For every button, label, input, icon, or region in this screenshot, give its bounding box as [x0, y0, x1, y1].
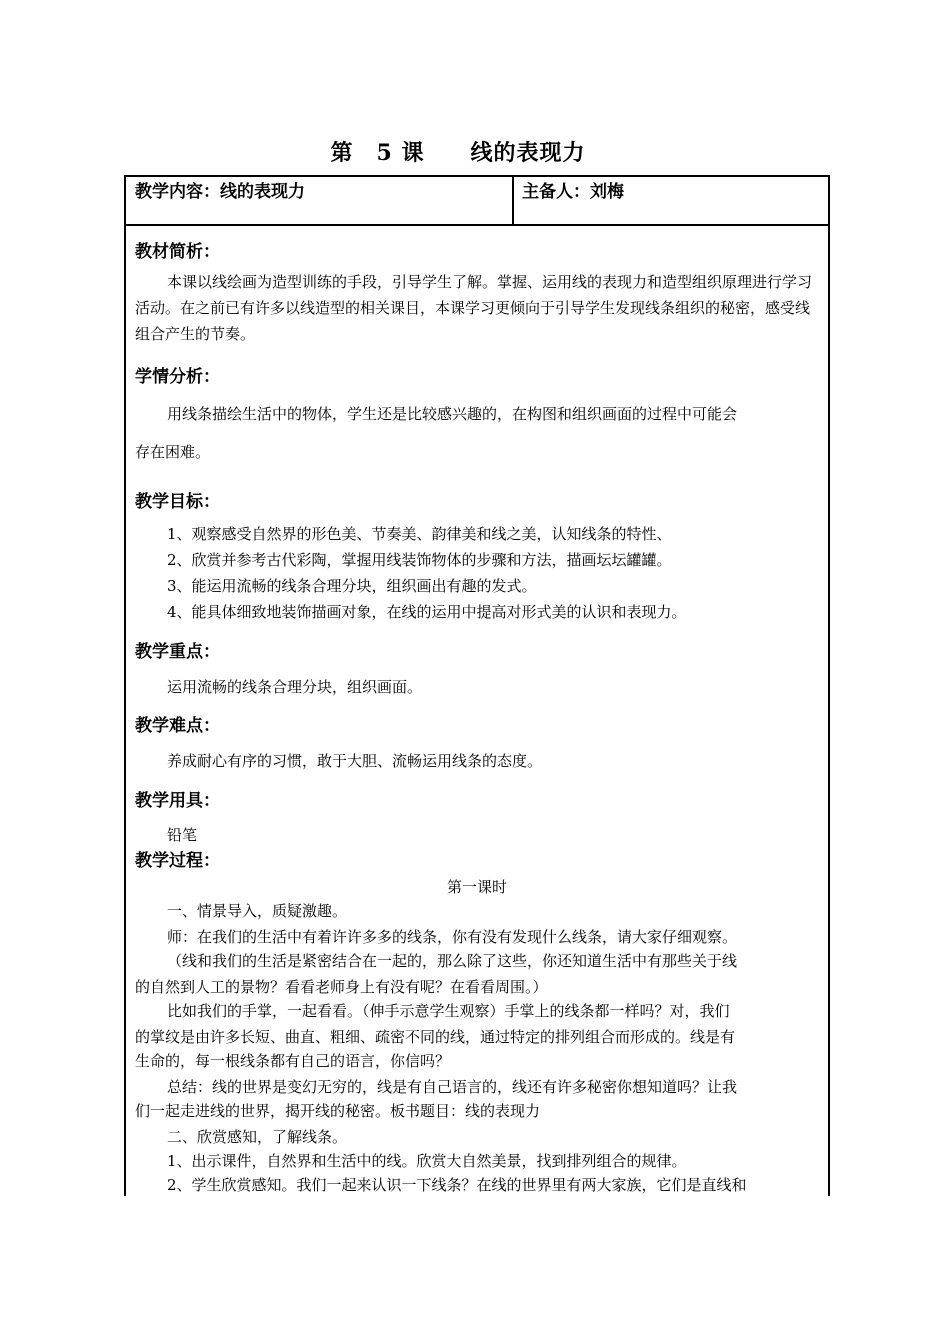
- goal-item: 4、能具体细致地装饰描画对象，在线的运用中提高对形式美的认识和表现力。: [167, 603, 687, 621]
- process-line: 生命的，每一根线条都有自己的语言，你信吗？: [135, 1052, 451, 1070]
- process-line: 1、出示课件，自然界和生活中的线。欣赏大自然美景，找到排列组合的规律。: [167, 1152, 687, 1170]
- goal-item: 3、能运用流畅的线条合理分块，组织画出有趣的发式。: [167, 577, 537, 595]
- table-header-row: [126, 177, 828, 226]
- student-analysis-line: 存在困难。: [135, 443, 211, 461]
- process-line: 一、情景导入，质疑激趣。: [167, 902, 348, 920]
- goal-item: 2、欣赏并参考古代彩陶，掌握用线装饰物体的步骤和方法，描画坛坛罐罐。: [167, 551, 672, 569]
- textbook-analysis-body: 本课以线绘画为造型训练的手段，引导学生了解。掌握、运用线的表现力和造型组织原理进行学习活动。在之前已有许多以线造型的相关课目，本课学习更倾向于引导学生发现线条组织的秘密，感受线组合产生的节奏。: [135, 273, 813, 343]
- teaching-process-heading: 教学过程：: [135, 851, 220, 871]
- process-line: 总结：线的世界是变幻无穷的，线是有自己语言的，线还有许多秘密你想知道吗？让我: [167, 1078, 738, 1096]
- preparer-cell: 主备人：刘梅: [522, 182, 624, 202]
- student-analysis-heading: 学情分析：: [135, 367, 220, 387]
- process-line: 们一起走进线的世界，揭开线的秘密。板书题目：线的表现力: [135, 1102, 541, 1120]
- process-line: 比如我们的手掌，一起看看。（伸手示意学生观察）手掌上的线条都一样吗？对，我们: [167, 1002, 730, 1020]
- process-line: 二、欣赏感知，了解线条。: [167, 1128, 348, 1146]
- teaching-content-cell: 教学内容：线的表现力: [135, 182, 305, 202]
- process-line: 师：在我们的生活中有着许许多多的线条，你有没有发现什么线条，请大家仔细观察。: [167, 928, 738, 946]
- difficulties-heading: 教学难点：: [135, 716, 220, 736]
- goal-item: 1、观察感受自然界的形色美、节奏美、韵律美和线之美，认知线条的特性、: [167, 525, 672, 543]
- lesson-plan-table: [124, 175, 830, 1196]
- column-divider: [512, 177, 514, 224]
- page-title: 第 5 课 线的表现力: [330, 140, 586, 166]
- key-points-heading: 教学重点：: [135, 642, 220, 662]
- teaching-tools-heading: 教学用具：: [135, 791, 220, 811]
- period-label: 第一课时: [446, 878, 507, 896]
- process-line: 的自然到人工的景物？看看老师身上有没有呢？在看看周围。）: [135, 978, 548, 996]
- key-points-body: 运用流畅的线条合理分块，组织画面。: [167, 678, 423, 696]
- process-line: （线和我们的生活是紧密结合在一起的，那么除了这些，你还知道生活中有那些关于线: [167, 952, 738, 970]
- difficulties-body: 养成耐心有序的习惯，敢于大胆、流畅运用线条的态度。: [167, 752, 543, 770]
- student-analysis-line: 用线条描绘生活中的物体，学生还是比较感兴趣的，在构图和组织画面的过程中可能会: [167, 405, 738, 423]
- teaching-goals-heading: 教学目标：: [135, 492, 220, 512]
- process-line: 的掌纹是由许多长短、曲直、粗细、疏密不同的线，通过特定的排列组合而形成的。线是有: [135, 1028, 736, 1046]
- process-line: 2、学生欣赏感知。我们一起来认识一下线条？在线的世界里有两大家族，它们是直线和: [167, 1176, 747, 1194]
- teaching-tools-body: 铅笔: [167, 826, 198, 844]
- textbook-analysis-heading: 教材简析：: [135, 242, 220, 262]
